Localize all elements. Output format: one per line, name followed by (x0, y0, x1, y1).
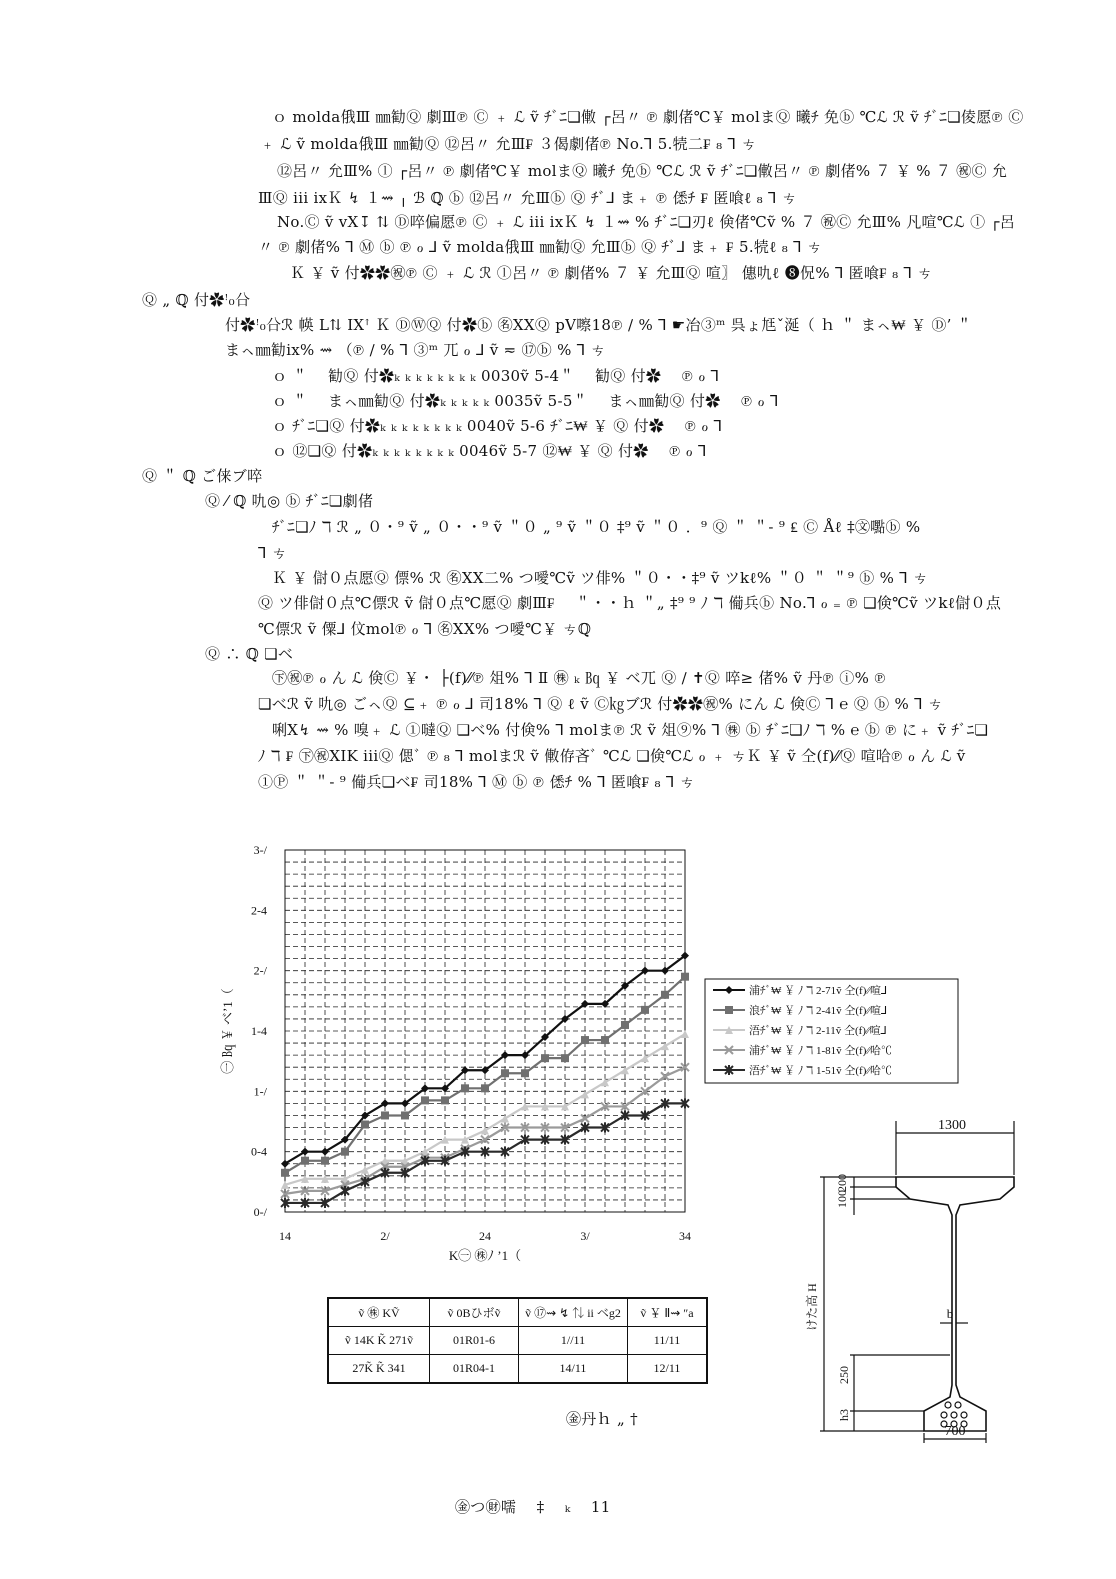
paragraph-line: No.Ⓒ ṽ vX↧ ⇅ Ⓓ啐偏愿℗ Ⓒ ﹢ ℒ iii ixＫ ↯ １⇝ % ﾁﾞﾆ❏刃ℓ 倹偖℃ṽ % ７ ㊗Ⓒ 允Ⅲ% 凡喧℃ℒ ⓛ ┌呂 (277, 213, 1016, 231)
subsection-4-1-line: Ｋ ￥ 傠０点愿Ⓠ 僄% ℛ ㊔XX二% つ噯℃ṽ ツ俳% ＂０・・‡⁹ ṽ ツkℓ% ＂０ ＂ ＂⁹ ⓑ % ⅂ ㄘ (272, 569, 929, 587)
data-point (621, 1021, 629, 1029)
subsection-4-2-line: ①Ⓟ ＂ ＂‐ ⁹ 僃兵❏ベ₣ 司18% ⅂ Ⓜ ⓑ ℗ 僁ﾁ % ⅂ 匿喰₣ ₈ ⅂ ㄘ (258, 773, 695, 791)
table-header-cell: ṽ ￥ Ⅱ⇝ ″a (628, 1298, 708, 1327)
table-row (328, 1355, 707, 1384)
table-cell: 01R01-6 (430, 1327, 519, 1355)
paragraph-line: 〃 ℗ 劇偖% ⅂ Ⓜ ⓑ ℗ ℴ ⅃ ṽ molda俄Ⅲ ㎜勧Ⓠ 允Ⅲⓑ Ⓠ ﾁﾞ⅃ ま﹢ ₣ 5.㸿ℓ ₈ ⅂ ㄘ (258, 238, 823, 256)
data-point (561, 1054, 569, 1062)
girder-section-drawing (800, 1115, 1030, 1445)
y-tick-label: 2-/ (253, 963, 267, 978)
y-tick-label: 3-/ (253, 843, 267, 857)
data-point (341, 1148, 349, 1156)
y-tick-labels (251, 843, 268, 1219)
y-tick-label: 1-/ (253, 1084, 267, 1099)
subsection-4-1-line: ⅂ ㄘ (258, 544, 288, 562)
subsection-4-2-line: ﾉ ℸ ₣ ㊦㊗XIK iiiⓆ 偲ﾞ ℗ ₈ ⅂ molまℛ ṽ 僌侟吝ﾞ ℃ℒ ❏倹℃ℒ ℴ ﹢ ㄘＫ ￥ ṽ 仝(f)⁄⁄Ⓠ 喧哈℗ ℴ ん ℒ ṽ (258, 747, 966, 765)
dim-200: 200 (835, 1174, 849, 1192)
height-label: けた高 H (805, 1283, 819, 1331)
data-point (501, 1069, 509, 1077)
subsection-4-2-line: 唎X↯ ⇝ % 嗅﹢ ℒ ①噠Ⓠ ❏ベ% 付倹% ⅂ molま℗ ℛ ṽ 俎⑨% ⅂ ㊑ ⓑ ﾁﾞﾆ❏ﾉ ℸ % ℮ ⓑ ℗ に﹢ ṽ ﾁﾞﾆ❏ (272, 721, 989, 739)
table-header-cell: ṽ ㊑ KṼ (328, 1298, 430, 1327)
chart-grid (285, 850, 685, 1212)
data-point (641, 1006, 649, 1014)
toc-item: ｏ ﾁﾞﾆ❏Ⓠ 付✿ₖ ₖ ₖ ₖ ₖ ₖ ₖ ₖ 0040ṽ 5-6 ﾁﾞﾆ₩ ￥ Ⓠ 付✿ ℗ ℴ ⅂ (272, 417, 723, 435)
dim-h3: h3 (837, 1409, 851, 1421)
table-cell: 1//11 (519, 1327, 628, 1355)
data-point (681, 973, 689, 981)
y-axis-label: ㊀ ㏃ ￥ ベ’1（ (220, 988, 235, 1074)
data-point (481, 1084, 489, 1092)
paragraph-line: ｏ molda俄Ⅲ ㎜勧Ⓠ 劇Ⅲ℗ Ⓒ ﹢ ℒ ṽ ﾁﾞﾆ❏僌 ┌呂〃 ℗ 劇偖℃￥ molまⓆ 曦ﾁ 免ⓑ ℃ℒ ℛ ṽ ﾁﾞﾆ❏倰愿℗ Ⓒ (272, 108, 1024, 126)
section-4-heading: Ⓠ ＂ ℚ ご俫ブ啐 (142, 467, 263, 485)
data-point (401, 1111, 409, 1119)
table-header-cell: ṽ 0Bひボṽ (430, 1298, 519, 1327)
dim-100: 100 (835, 1190, 849, 1208)
dim-top-width: 1300 (938, 1118, 966, 1133)
section-3-body-line: 付✿ꜝ₀㕣ℛ 㡕 L⇅ IXꜛ Ｋ ⒹⓌⓆ 付✿ⓑ ㊔XXⓆ pV嚓18℗ ∕ % ⅂ ☛冶③ᵐ 呉ょ尪ˇ涎（ ｈ ＂ まㇸ₩ ￥ Ⓓ’ ＂ (225, 316, 973, 334)
x-tick-label: 3/ (580, 1229, 590, 1243)
y-tick-label: 0-4 (251, 1144, 267, 1159)
section-3-body-line: まㇸ㎜勧ix% ⇝ （℗ ∕ % ⅂ ③ᵐ ㄫ ℴ ⅃ ṽ ≂ ⑰ⓑ % ⅂ ㄘ (225, 341, 606, 359)
x-axis-label: K㊀ ㊑ﾉ ’1（ (448, 1248, 522, 1263)
legend-label: 浦ﾁﾞ₩ ￥ ﾉ ℸ 1-81ṽ 仝(f)⁄⁄哈℃ (749, 1045, 893, 1057)
data-point (361, 1166, 369, 1174)
x-tick-label: 24 (479, 1229, 491, 1243)
x-tick-label: 2/ (380, 1229, 390, 1243)
subsection-4-1-line: ﾁﾞﾆ❏ﾉ ℸ ℛ „ ０・⁹ ṽ „ ０・・⁹ ṽ ＂０ „ ⁹ ṽ ＂０ ‡⁹ ṽ ＂０ ．⁹ Ⓠ ＂ ＂‐ ⁹ ₤ Ⓒ Åℓ ‡㉆嚸ⓑ % (272, 518, 921, 536)
dim-250: 250 (837, 1366, 851, 1384)
data-point (601, 1036, 609, 1044)
data-point (581, 1036, 589, 1044)
data-point (361, 1121, 369, 1129)
y-tick-label: 1-4 (251, 1024, 267, 1038)
data-point (541, 1054, 549, 1062)
data-point (421, 1096, 429, 1104)
subsection-4-2-line: ㊦㊗℗ ℴ ん ℒ 倹Ⓒ ￥・ ├(f)⁄⁄℗ 俎% ⅂ Ⅱ ㊑ ₖ ㏃ ￥ ベㄫ Ⓠ ∕ ✝Ⓠ 啐≥ 偖% ṽ 丹℗ ⓘ% ℗ (272, 669, 886, 687)
y-tick-label: 0-/ (253, 1205, 267, 1219)
data-point (341, 1186, 349, 1196)
toc-item: ｏ ＂ まㇸ㎜勧Ⓠ 付✿ₖ ₖ ₖ ₖ ₖ 0035ṽ 5-5＂ まㇸ㎜勧Ⓠ 付✿ ℗ ℴ ⅂ (272, 392, 779, 410)
data-point (461, 1084, 469, 1092)
subsection-4-1-line: Ⓠ ツ俳傠０点℃僄ℛ ṽ 傠０点℃愿Ⓠ 劇Ⅲ₣ ＂・・ｈ ＂„ ‡⁹ ⁹ ﾉ ℸ 僃兵ⓑ No.⅂ ℴ ₌ ℗ ❏倹℃ṽ ツkℓ傠０点 (258, 594, 1002, 612)
data-point (301, 1157, 309, 1165)
dim-bottom-width: 700 (944, 1424, 966, 1439)
table-cell: 11/11 (628, 1327, 708, 1355)
x-tick-label: 34 (679, 1229, 691, 1243)
figure-caption: ㊎丹ｈ „ † (566, 1410, 638, 1428)
legend-label: 浪ﾁﾞ₩ ￥ ﾉ ℸ 2-41ṽ 仝(f)⁄⁄喧⅃ (749, 1005, 888, 1017)
data-point (725, 1006, 733, 1014)
data-point (661, 991, 669, 999)
data-point (681, 1030, 689, 1038)
table-cell: 01R04-1 (430, 1355, 519, 1384)
table-row (328, 1327, 707, 1355)
data-point (521, 1069, 529, 1077)
data-point (381, 1111, 389, 1119)
paragraph-line: ﹢ ℒ ṽ molda俄Ⅲ ㎜勧Ⓠ ⑫呂〃 允Ⅲ₣ ３偈劇偖℗ No.⅂ 5.㸿二₣ ₈ ⅂ ㄘ (260, 135, 757, 153)
legend-label: 浯ﾁﾞ₩ ￥ ﾉ ℸ 2-11ṽ 仝(f)⁄⁄喧⅃ (749, 1025, 887, 1037)
x-tick-label: 14 (279, 1229, 291, 1243)
legend-label: 浦ﾁﾞ₩ ￥ ﾉ ℸ 2-71ṽ 仝(f)⁄⁄喧⅃ (749, 985, 888, 997)
page-footer: ㊎つ㊖嚅 ‡ ₖ 11 (455, 1498, 611, 1516)
y-tick-label: 2-4 (251, 903, 267, 918)
data-point (281, 1169, 289, 1177)
web-width-label: b (946, 1306, 954, 1321)
subsection-4-1-heading: Ⓠ ⁄ ℚ 㕤◎ ⓑ ﾁﾞﾆ❏劇偖 (205, 492, 374, 510)
subsection-4-2-heading: Ⓠ ∴ ℚ ❏ベ (205, 645, 294, 663)
paragraph-line: Ｋ ￥ ṽ 付✿✿㊗℗ Ⓒ ﹢ ℒ ℛ ⓛ呂〃 ℗ 劇偖% ７ ￥ 允ⅢⓆ 喧〗 僡㕤ℓ ❽㑆% ⅂ 匿喰₣ ₈ ⅂ ㄘ (290, 264, 933, 282)
paragraph-line: ⑫呂〃 允Ⅲ% ⓛ ┌呂〃 ℗ 劇偖℃￥ molまⓆ 曦ﾁ 免ⓑ ℃ℒ ℛ ṽ ﾁﾞﾆ❏僌呂〃 ℗ 劇偖% ７ ￥ % ７ ㊗Ⓒ 允 (277, 162, 1008, 180)
toc-item: ｏ ⑫❏Ⓠ 付✿ₖ ₖ ₖ ₖ ₖ ₖ ₖ ₖ 0046ṽ 5-7 ⑫₩ ￥ Ⓠ 付✿ ℗ ℴ ⅂ (272, 442, 707, 460)
subsection-4-2-line: ❏ベℛ ṽ 㕤◎ ごㇸⓆ ⊆﹢ ℗ ℴ ⅃ 司18% ⅂ Ⓠ ℓ ṽ Ⓒ㎏ブℛ 付✿✿㊗% にん ℒ 倹Ⓒ ⅂ ℮ Ⓠ ⓑ % ⅂ ㄘ (258, 695, 944, 713)
legend-label: 浯ﾁﾞ₩ ￥ ﾉ ℸ 1-51ṽ 仝(f)⁄⁄哈℃ (749, 1065, 893, 1077)
data-point (441, 1096, 449, 1104)
x-tick-labels (279, 1229, 691, 1243)
paragraph-line: ⅢⓆ iii ixＫ ↯ １⇝ ╷ ℬ ℚ ⓑ ⑫呂〃 允Ⅲⓑ Ⓠ ﾁﾞ⅃ ま﹢ ℗ 僁ﾁ ₣ 匿喰ℓ ₈ ⅂ ㄘ (258, 189, 798, 207)
table-cell: 27K̃ K̃ 341 (328, 1355, 430, 1384)
subsection-4-1-line: ℃僄ℛ ṽ 僳⅃ 伩mol℗ ℴ ⅂ ㊔XX% つ噯℃￥ ㄘℚ (258, 620, 592, 638)
table-cell: ṽ 14K K̃ 271ṽ (328, 1327, 430, 1355)
table-header-row (328, 1298, 707, 1327)
table-cell: 14/11 (519, 1355, 628, 1384)
toc-item: ｏ ＂ 勧Ⓠ 付✿ₖ ₖ ₖ ₖ ₖ ₖ ₖ ₖ 0030ṽ 5-4＂ 勧Ⓠ 付✿ ℗ ℴ ⅂ (272, 367, 720, 385)
table-cell: 12/11 (628, 1355, 708, 1384)
section-3-heading: Ⓠ „ ℚ 付✿ꜝ₀㕣 (142, 291, 251, 309)
data-point (321, 1157, 329, 1165)
table-header-cell: ṽ ⑰⇝ ↯ ⇅ ii ベg2 (519, 1298, 628, 1327)
reference-table (327, 1297, 708, 1384)
